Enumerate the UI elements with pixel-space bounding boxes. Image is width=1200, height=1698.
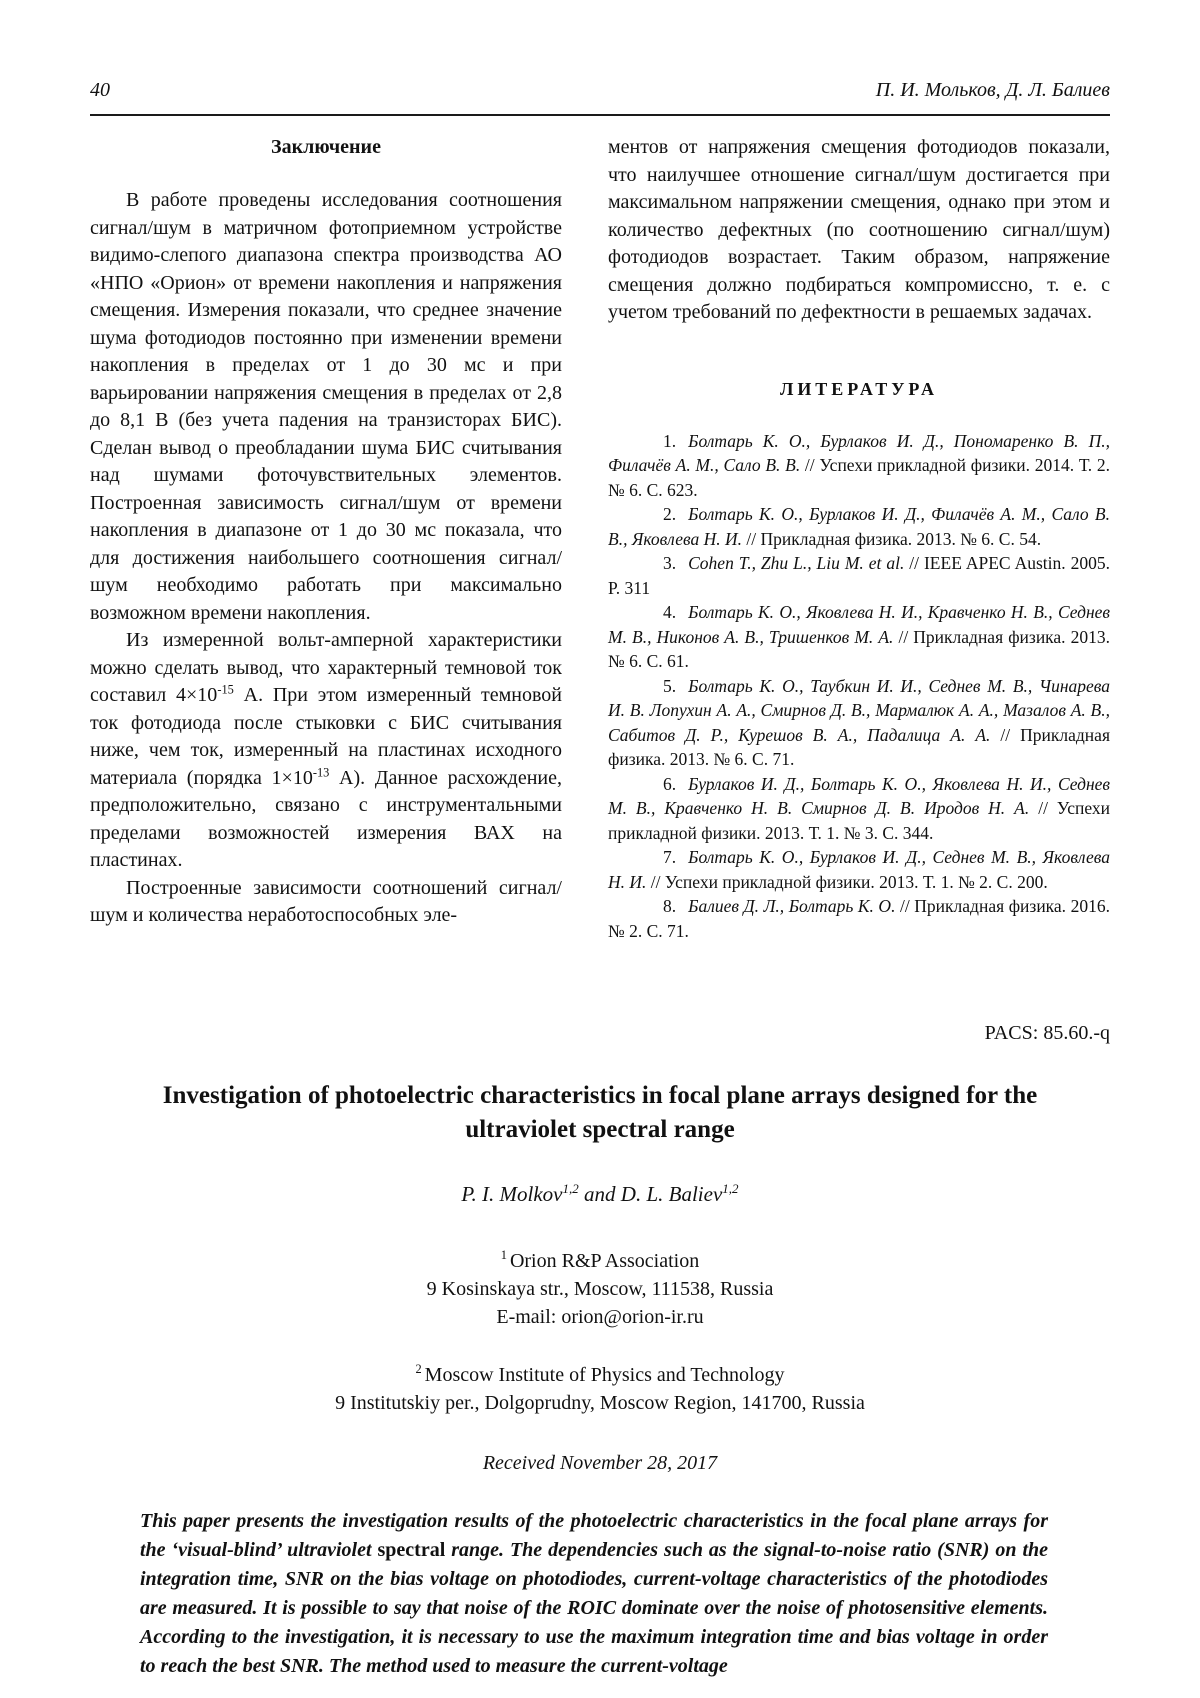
affiliation-email: E-mail: orion@orion-ir.ru [496, 1306, 704, 1328]
reference-authors: Балиев Д. Л., Болтарь К. О. [688, 896, 896, 916]
reference-source: // Прикладная физика. 2013. № 6. С. 71. [608, 724, 1110, 769]
authors-conjunction: and [578, 1182, 621, 1206]
literature-heading: ЛИТЕРАТУРА [779, 378, 939, 399]
reference-source: // IEEE APEC Austin. 2005. P. 311 [608, 553, 1110, 598]
affiliation-sup: 1 [500, 1248, 507, 1263]
reference-authors: Бурлаков И. Д., Болтарь К. О., Яковлева Н. И., Седнев М. В., Кравченко Н. В. Смирнов Д. В. Иродов Н. А. [608, 773, 1110, 818]
reference-source: // Прикладная физика. 2013. № 6. С. 54. [742, 528, 1042, 549]
affiliation-org: Orion R&P Association [509, 1250, 700, 1272]
conclusion-paragraph-1: В работе проведены исследования соотношения сигнал/шум в матричном фотоприемном устройстве видимо-слепого диапазона спектра производства АО «НПО «Орион» от времени накопления и напряжения смещения. Измерения показали, что среднее значение шума фотодиодов постоянно при изменении времени накопления в пределах от 1 до 30 мс и при варьировании напряжения смещения в пределах от 2,8 до 8,1 В (без учета падения на транзисторах БИС). Сделан вывод о преобладании шума БИС считывания над шумами фоточувствительных элементов. Построенная зависимость сигнал/шум от времени накопления в диапазоне от 1 до 30 мс показала, что для достижения наибольшего соотношения сигнал/шум необходимо работать при максимально возможном времени накопления. [90, 189, 562, 624]
reference-number: 1. [663, 430, 677, 451]
reference-item [608, 551, 1110, 600]
author-name: D. L. Baliev [620, 1182, 723, 1206]
two-column-area [90, 134, 1110, 943]
reference-number: 5. [663, 675, 677, 696]
affiliation-org-line [90, 1247, 1110, 1275]
abstract-segment: This paper presents the investigation results of the photoelectric characteristics in the focal plane arrays for the ‘visual-blind’ ultraviolet [140, 1510, 1048, 1561]
paragraph-2-text: А). Данное расхождение, предположительно, связано с инструментальными пределами возможностей измерения ВАХ на пластинах. [90, 766, 562, 871]
affiliation-1 [90, 1247, 1110, 1331]
reference-source: // Успехи прикладной физики. 2013. Т. 1. № 2. С. 200. [646, 871, 1048, 892]
reference-item [608, 674, 1110, 772]
abstract-text [140, 1507, 1048, 1681]
exponent-sup: -13 [312, 764, 330, 779]
reference-number: 4. [663, 602, 677, 622]
reference-source: // Прикладная физика. 2013. № 6. С. 61. [608, 626, 1111, 671]
reference-number: 3. [663, 553, 677, 573]
reference-item [608, 845, 1110, 894]
reference-authors: Болтарь К. О., Яковлева Н. И., Кравченко Н. В., Седнев М. В., Никонов А. В., Тришенков М. А. [608, 602, 1110, 647]
reference-item [608, 429, 1110, 503]
page-number: 40 [90, 79, 110, 101]
reference-authors: Болтарь К. О., Бурлаков И. Д., Пономаренко В. П., Филачёв А. М., Сало В. В. [608, 430, 1110, 475]
exponent-sup: -15 [217, 682, 234, 697]
abstract-segment-upright: spectral [377, 1539, 452, 1561]
author-affiliation-sup: 1,2 [722, 1181, 739, 1196]
authors-line [90, 1181, 1110, 1207]
affiliation-2 [90, 1361, 1110, 1417]
abstract-segment: range. The dependencies such as the signal-to-noise ratio (SNR) on the integration time, SNR on the bias voltage on photodiodes, current-voltage characteristics of the photodiodes are measured. It is possible to say that noise of the ROIC dominate over the noise of photosensitive elements. According to the investigation, it is necessary to use the maximum integration time and bias voltage in order to reach the best SNR. The method used to measure the current-voltage [140, 1539, 1048, 1677]
right-column [608, 134, 1110, 943]
conclusion-paragraph-2 [90, 627, 562, 875]
affiliation-org: Moscow Institute of Physics and Technology [424, 1364, 785, 1386]
author-affiliation-sup: 1,2 [562, 1181, 579, 1196]
reference-authors: Cohen T., Zhu L., Liu M. et al. [688, 553, 905, 573]
running-authors: П. И. Мольков, Д. Л. Балиев [875, 79, 1110, 101]
reference-authors: Болтарь К. О., Бурлаков И. Д., Седнев М. В., Яковлева Н. И. [608, 847, 1110, 892]
reference-number: 7. [663, 847, 677, 867]
affiliation-sup: 2 [415, 1362, 422, 1377]
reference-number: 8. [663, 896, 677, 916]
affiliation-org-line [90, 1361, 1110, 1389]
reference-authors: Болтарь К. О., Таубкин И. И., Седнев М. В., Чинарева И. В. Лопухин А. А., Смирнов Д. В., Мармалюк А. А., Мазалов А. В., Сабитов Д. Р., Курешов В. А., Падалица А. А. [608, 675, 1110, 745]
reference-item [608, 894, 1110, 943]
paragraph-2-text: Из измеренной вольт-амперной характеристики можно сделать вывод, что характерный темновой ток составил 4×10 [90, 629, 562, 706]
conclusion-paragraph-3-left: Построенные зависимости соотношений сигнал/шум и количества неработоспособных эле- [90, 876, 562, 926]
affiliation-address: 9 Kosinskaya str., Moscow, 111538, Russia [426, 1278, 774, 1300]
paragraph-2-text: А. При этом измеренный темновой ток фотодиода после стыковки с БИС считывания ниже, чем ток, измеренный на пластинах исходного материала (порядка 1×10 [90, 684, 562, 789]
pacs-code: PACS: 85.60.-q [984, 1022, 1110, 1044]
running-header [90, 78, 1110, 116]
affiliation-address: 9 Institutskiy per., Dolgoprudny, Moscow Region, 141700, Russia [335, 1392, 865, 1414]
reference-number: 2. [663, 504, 677, 524]
paper-title: Investigation of photoelectric characteristics in focal plane arrays designed for the ultraviolet spectral range [162, 1082, 1038, 1143]
received-date-line: Received November 28, 2017 [482, 1452, 718, 1474]
reference-source: // Успехи прикладной физики. 2014. Т. 2. № 6. С. 623. [608, 455, 1110, 500]
reference-source: // Успехи прикладной физики. 2013. Т. 1. № 3. С. 344. [608, 798, 1110, 843]
conclusion-heading: Заключение [271, 136, 381, 158]
reference-item [608, 600, 1110, 674]
reference-authors: Болтарь К. О., Бурлаков И. Д., Филачёв А. М., Сало В. В., Яковлева Н. И. [608, 504, 1110, 549]
author-name: P. I. Molkov [461, 1182, 563, 1206]
reference-source: // Прикладная физика. 2016. № 2. С. 71. [608, 896, 1110, 941]
conclusion-paragraph-3-continued: ментов от напряжения смещения фотодиодов показали, что наилучшее отношение сигнал/шум достигается при максимальном напряжении смещения, однако при этом и количество дефектных (по соотношению сигнал/шум) фотодиодов возрастает. Таким образом, напряжение смещения должно подбираться компромиссно, т. е. с учетом требований по дефектности в решаемых задачах. [608, 136, 1110, 323]
left-column [90, 134, 562, 943]
reference-number: 6. [663, 773, 677, 794]
reference-item [608, 502, 1110, 551]
reference-item [608, 772, 1110, 846]
